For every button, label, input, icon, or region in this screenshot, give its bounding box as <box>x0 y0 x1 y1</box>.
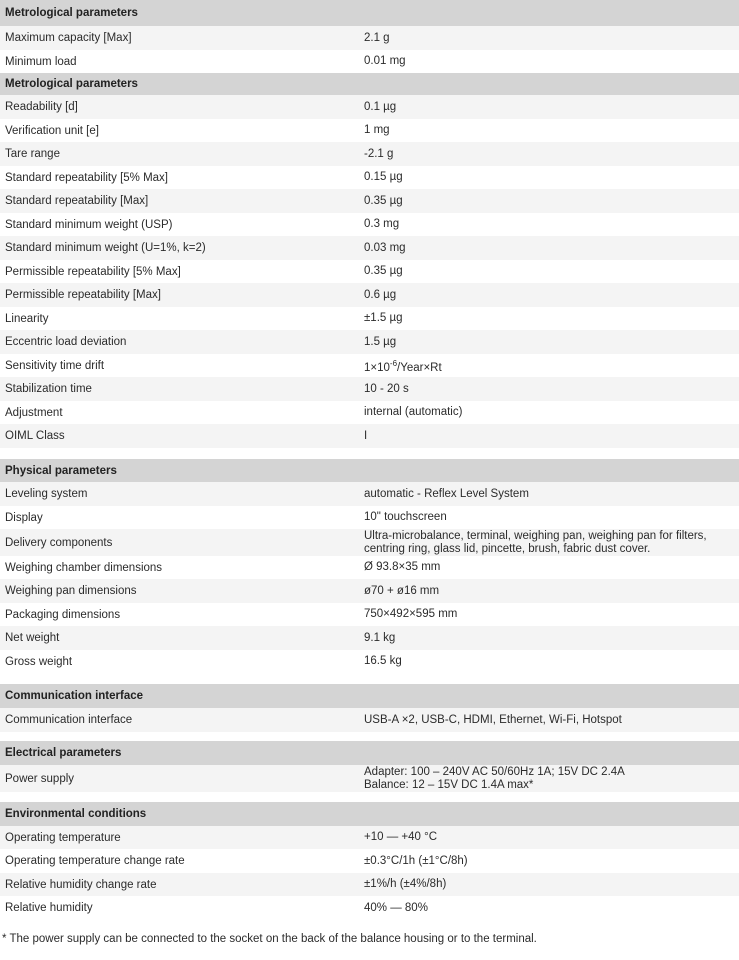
param-value: 0.6 µg <box>364 288 397 301</box>
table-row <box>0 826 739 849</box>
value-line: Balance: 12 – 15V DC 1.4A max* <box>364 778 534 791</box>
param-label: OIML Class <box>5 430 65 442</box>
table-row <box>0 529 739 556</box>
param-value: 0.03 mg <box>364 241 406 254</box>
param-label: Standard minimum weight (U=1%, k=2) <box>5 242 206 254</box>
param-label: Verification unit [e] <box>5 124 99 137</box>
table-row <box>0 260 739 283</box>
param-label: Delivery components <box>5 536 113 549</box>
footnote: * The power supply can be connected to the socket on the back of the balance housing or to the terminal. <box>2 933 537 945</box>
param-label: Operating temperature <box>5 831 121 844</box>
param-label: Linearity <box>5 312 49 325</box>
param-value: automatic - Reflex Level System <box>364 487 529 500</box>
table-row <box>0 307 739 330</box>
table-row <box>0 896 739 920</box>
value-base: 1×10 <box>364 361 390 374</box>
param-value <box>364 766 734 792</box>
param-label: Leveling system <box>5 488 88 500</box>
param-label: Communication interface <box>5 714 133 726</box>
param-label: Relative humidity <box>5 902 93 914</box>
param-value: ±1%/h (±4%/8h) <box>364 878 447 890</box>
param-label: Stabilization time <box>5 383 92 395</box>
param-value: Ø 93.8×35 mm <box>364 561 441 573</box>
param-label: Display <box>5 511 43 524</box>
param-value: -2.1 g <box>364 147 394 160</box>
table-row <box>0 849 739 873</box>
param-label: Minimum load <box>5 55 77 68</box>
param-label: Relative humidity change rate <box>5 878 157 891</box>
table-row <box>0 650 739 673</box>
section-title: Physical parameters <box>0 459 739 482</box>
param-label: Standard repeatability [5% Max] <box>5 171 169 184</box>
param-value: 2.1 g <box>364 31 390 44</box>
table-row <box>0 506 739 529</box>
param-value: ±1.5 µg <box>364 312 403 324</box>
table-row <box>0 142 739 166</box>
param-label: Power supply <box>5 772 75 785</box>
section-physical <box>0 459 739 673</box>
table-row <box>0 401 739 424</box>
table-row <box>0 189 739 213</box>
param-value: 0.35 µg <box>364 194 403 207</box>
section-title: Metrological parameters <box>0 73 739 95</box>
param-value: 1.5 µg <box>364 335 397 348</box>
value-line: Adapter: 100 – 240V AC 50/60Hz 1A; 15V DC 2.4A <box>364 765 625 778</box>
param-value: 16.5 kg <box>364 655 402 667</box>
param-value: internal (automatic) <box>364 406 463 418</box>
param-value: I <box>364 429 368 442</box>
param-value: +10 — +40 °C <box>364 831 438 843</box>
param-label: Sensitivity time drift <box>5 359 105 372</box>
table-row <box>0 330 739 354</box>
table-row <box>0 424 739 448</box>
table-row <box>0 873 739 896</box>
section-communication <box>0 684 739 732</box>
param-value: ±0.3°C/1h (±1°C/8h) <box>364 854 468 867</box>
value-line: centring ring, glass lid, pincette, brush, fabric dust cover. <box>364 542 651 555</box>
table-row <box>0 482 739 506</box>
section-title: Communication interface <box>0 684 739 708</box>
param-value: 10 - 20 s <box>364 382 409 395</box>
param-label: Tare range <box>5 148 60 160</box>
param-label: Maximum capacity [Max] <box>5 32 132 44</box>
table-row <box>0 50 739 73</box>
param-label: Permissible repeatability [5% Max] <box>5 265 181 278</box>
param-value: ø70 + ø16 mm <box>364 584 440 597</box>
section-electrical <box>0 741 739 792</box>
param-label: Weighing pan dimensions <box>5 585 137 597</box>
param-value: USB-A ×2, USB-C, HDMI, Ethernet, Wi-Fi, Hotspot <box>364 713 622 726</box>
param-value: 10" touchscreen <box>364 511 447 523</box>
param-label: Operating temperature change rate <box>5 855 185 867</box>
section-metrological-2 <box>0 73 739 448</box>
param-value: 40% — 80% <box>364 901 428 914</box>
param-value: 0.1 µg <box>364 100 397 113</box>
param-label: Readability [d] <box>5 101 78 113</box>
param-value <box>364 530 734 556</box>
param-label: Standard repeatability [Max] <box>5 195 149 207</box>
param-value: 0.15 µg <box>364 171 403 183</box>
param-label: Standard minimum weight (USP) <box>5 218 173 231</box>
table-row <box>0 283 739 307</box>
param-value: 750×492×595 mm <box>364 608 458 620</box>
param-value: 0.01 mg <box>364 55 406 67</box>
table-row <box>0 626 739 650</box>
param-value: 1 mg <box>364 124 390 136</box>
param-label: Packaging dimensions <box>5 608 121 621</box>
section-environmental <box>0 802 739 920</box>
table-row <box>0 236 739 260</box>
table-row <box>0 708 739 732</box>
section-title: Metrological parameters <box>0 0 739 26</box>
param-value: 0.35 µg <box>364 265 403 277</box>
table-row <box>0 95 739 119</box>
table-row <box>0 377 739 401</box>
param-label: Gross weight <box>5 655 73 668</box>
table-row <box>0 26 739 50</box>
table-row <box>0 765 739 792</box>
param-label: Weighing chamber dimensions <box>5 561 163 574</box>
value-line: Ultra-microbalance, terminal, weighing pan, weighing pan for filters, <box>364 529 707 542</box>
param-label: Permissible repeatability [Max] <box>5 289 161 301</box>
param-value: 9.1 kg <box>364 631 396 644</box>
param-label: Eccentric load deviation <box>5 336 127 348</box>
table-row <box>0 556 739 579</box>
param-value: 0.3 mg <box>364 218 400 230</box>
table-row <box>0 119 739 142</box>
section-title: Electrical parameters <box>0 741 739 765</box>
table-row <box>0 166 739 189</box>
table-row <box>0 354 739 377</box>
param-value <box>364 357 734 375</box>
table-row <box>0 603 739 626</box>
value-suffix: /Year×Rt <box>397 361 442 374</box>
table-row <box>0 213 739 236</box>
param-label: Adjustment <box>5 406 63 419</box>
table-row <box>0 579 739 603</box>
value-exponent: -6 <box>389 358 398 368</box>
section-title: Environmental conditions <box>0 802 739 826</box>
param-label: Net weight <box>5 632 60 644</box>
section-metrological-1 <box>0 0 739 73</box>
